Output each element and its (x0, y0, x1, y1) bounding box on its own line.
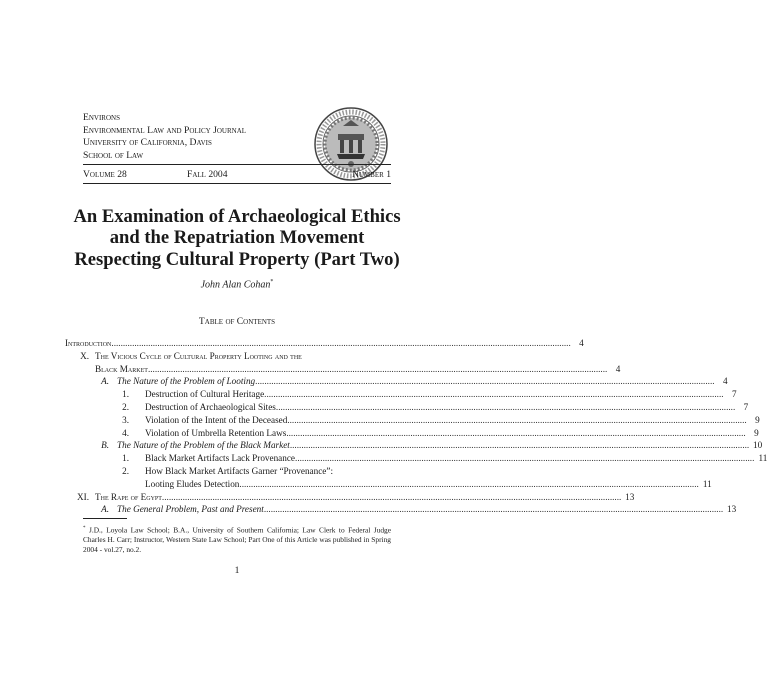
toc-entry-text: Destruction of Cultural Heritage (145, 389, 265, 400)
toc-entry-text: Destruction of Archaeological Sites (145, 401, 276, 412)
toc-entry-text: Black Market Artifacts Lack Provenance (145, 453, 296, 464)
toc-entry-text: Violation of the Intent of the Deceased (145, 414, 288, 425)
toc-entry-page: 4 (722, 376, 728, 387)
toc-entry (65, 503, 737, 516)
toc-entry-number: 2. (122, 465, 129, 476)
toc-entry (65, 375, 728, 388)
season-label: Fall 2004 (187, 169, 228, 180)
toc-entry-text: Looting Eludes Detection (145, 478, 240, 489)
toc-entry (65, 401, 749, 414)
toc-entry-text: How Black Market Artifacts Garner “Provenance”: (145, 465, 334, 476)
toc-entry (65, 337, 584, 350)
toc-entry (65, 427, 759, 440)
toc-entry-page: 4 (579, 338, 584, 348)
toc-entry-page: 13 (727, 504, 737, 515)
toc-entry-number: A. (101, 504, 109, 515)
toc-entry-text: Introduction (65, 338, 112, 348)
toc-entry-text: The Vicious Cycle of Cultural Property Looting and the (95, 350, 302, 361)
toc-entry-page: 11 (702, 478, 712, 489)
page-number: 1 (234, 565, 240, 576)
toc-leader-dots: ........................................................................................................................................................................................................ (286, 427, 746, 438)
title-line-3: Respecting Cultural Property (Part Two) (74, 248, 400, 270)
toc-leader-dots: ........................................................................................................................................................................................................ (275, 401, 736, 412)
toc-heading: Table of Contents (198, 316, 276, 327)
toc-entry-number: X. (80, 350, 89, 361)
volume-label: Volume 28 (83, 169, 127, 180)
toc-entry-number: 4. (122, 427, 129, 438)
toc-entry (65, 478, 712, 491)
toc-entry-page: 9 (754, 427, 759, 438)
toc-entry-text: Black Market (95, 363, 148, 374)
toc-entry-page: 4 (615, 363, 621, 374)
author-name: John Alan Cohan (200, 279, 271, 291)
toc-entry (65, 465, 392, 478)
title-line-1: An Examination of Archaeological Ethics (73, 206, 401, 227)
toc-leader-dots: ........................................................................................................................................................................................................ (147, 363, 608, 374)
toc-entry-number: XI. (77, 491, 89, 502)
toc-leader-dots: ........................................................................................................................................................................................................ (263, 504, 724, 515)
toc-entry-page: 10 (753, 440, 763, 451)
toc-leader-dots: ........................................................................................................................................................................................................ (264, 389, 724, 400)
toc-entry (65, 350, 392, 363)
article-title (40, 206, 434, 270)
toc-entry (65, 388, 737, 401)
toc-entry (65, 491, 635, 504)
journal-header (83, 112, 246, 162)
author-line (40, 279, 434, 290)
toc-entry-number: 2. (122, 401, 129, 412)
toc-entry-page: 7 (731, 389, 737, 400)
toc-entry (65, 363, 621, 376)
toc-leader-dots: ........................................................................................................................................................................................................ (161, 491, 622, 502)
title-line-2: and the Repatriation Movement (109, 227, 365, 249)
toc-entry-text: The Nature of the Problem of Looting (117, 376, 256, 387)
toc-entry-text: Violation of Umbrella Retention Laws (145, 427, 287, 438)
footnote-text: J.D., Loyola Law School; B.A., University of Southern California; Law Clerk to Federal Judge Charles H. Carr; Instructor, Western State Law School; Part One of this Article was published in Spring 2004 - vol.27, no.2. (83, 525, 391, 554)
header-rule-bottom (83, 183, 391, 184)
toc-entry-text: The Nature of the Problem of the Black Market (117, 440, 290, 451)
toc-leader-dots: ........................................................................................................................................................................................................ (111, 338, 571, 348)
number-label: Number 1 (351, 169, 391, 180)
toc-entry-number: B. (101, 440, 109, 451)
header-rule-top (83, 164, 391, 165)
footnote-rule (83, 518, 127, 519)
journal-school: School of Law (83, 149, 144, 161)
journal-subtitle: Environmental Law and Policy Journal (83, 124, 247, 136)
table-of-contents (65, 337, 767, 516)
footnote (83, 524, 391, 554)
toc-leader-dots: ........................................................................................................................................................................................................ (239, 478, 699, 489)
toc-entry-page: 13 (625, 491, 635, 502)
toc-entry-page: 11 (758, 453, 767, 464)
toc-entry (65, 439, 763, 452)
journal-university: University of California, Davis (83, 137, 212, 149)
toc-entry-page: 9 (755, 414, 760, 425)
toc-entry (65, 452, 767, 465)
toc-leader-dots: ........................................................................................................................................................................................................ (255, 376, 715, 387)
toc-entry-text: The Rape of Egypt (95, 491, 162, 502)
toc-leader-dots: ........................................................................................................................................................................................................ (289, 440, 750, 451)
toc-leader-dots: ........................................................................................................................................................................................................ (287, 414, 747, 425)
toc-entry-number: 1. (122, 389, 129, 400)
author-footnote-mark: * (270, 279, 274, 285)
toc-entry-number: A. (101, 376, 109, 387)
toc-entry-text: The General Problem, Past and Present (117, 504, 264, 515)
toc-leader-dots: ........................................................................................................................................................................................................ (295, 453, 755, 464)
toc-entry (65, 414, 760, 427)
journal-name: Environs (83, 112, 120, 123)
toc-entry-page: 7 (743, 401, 749, 412)
footnote-mark: * (83, 526, 86, 531)
toc-entry-number: 3. (122, 414, 129, 425)
toc-entry-number: 1. (122, 453, 129, 464)
